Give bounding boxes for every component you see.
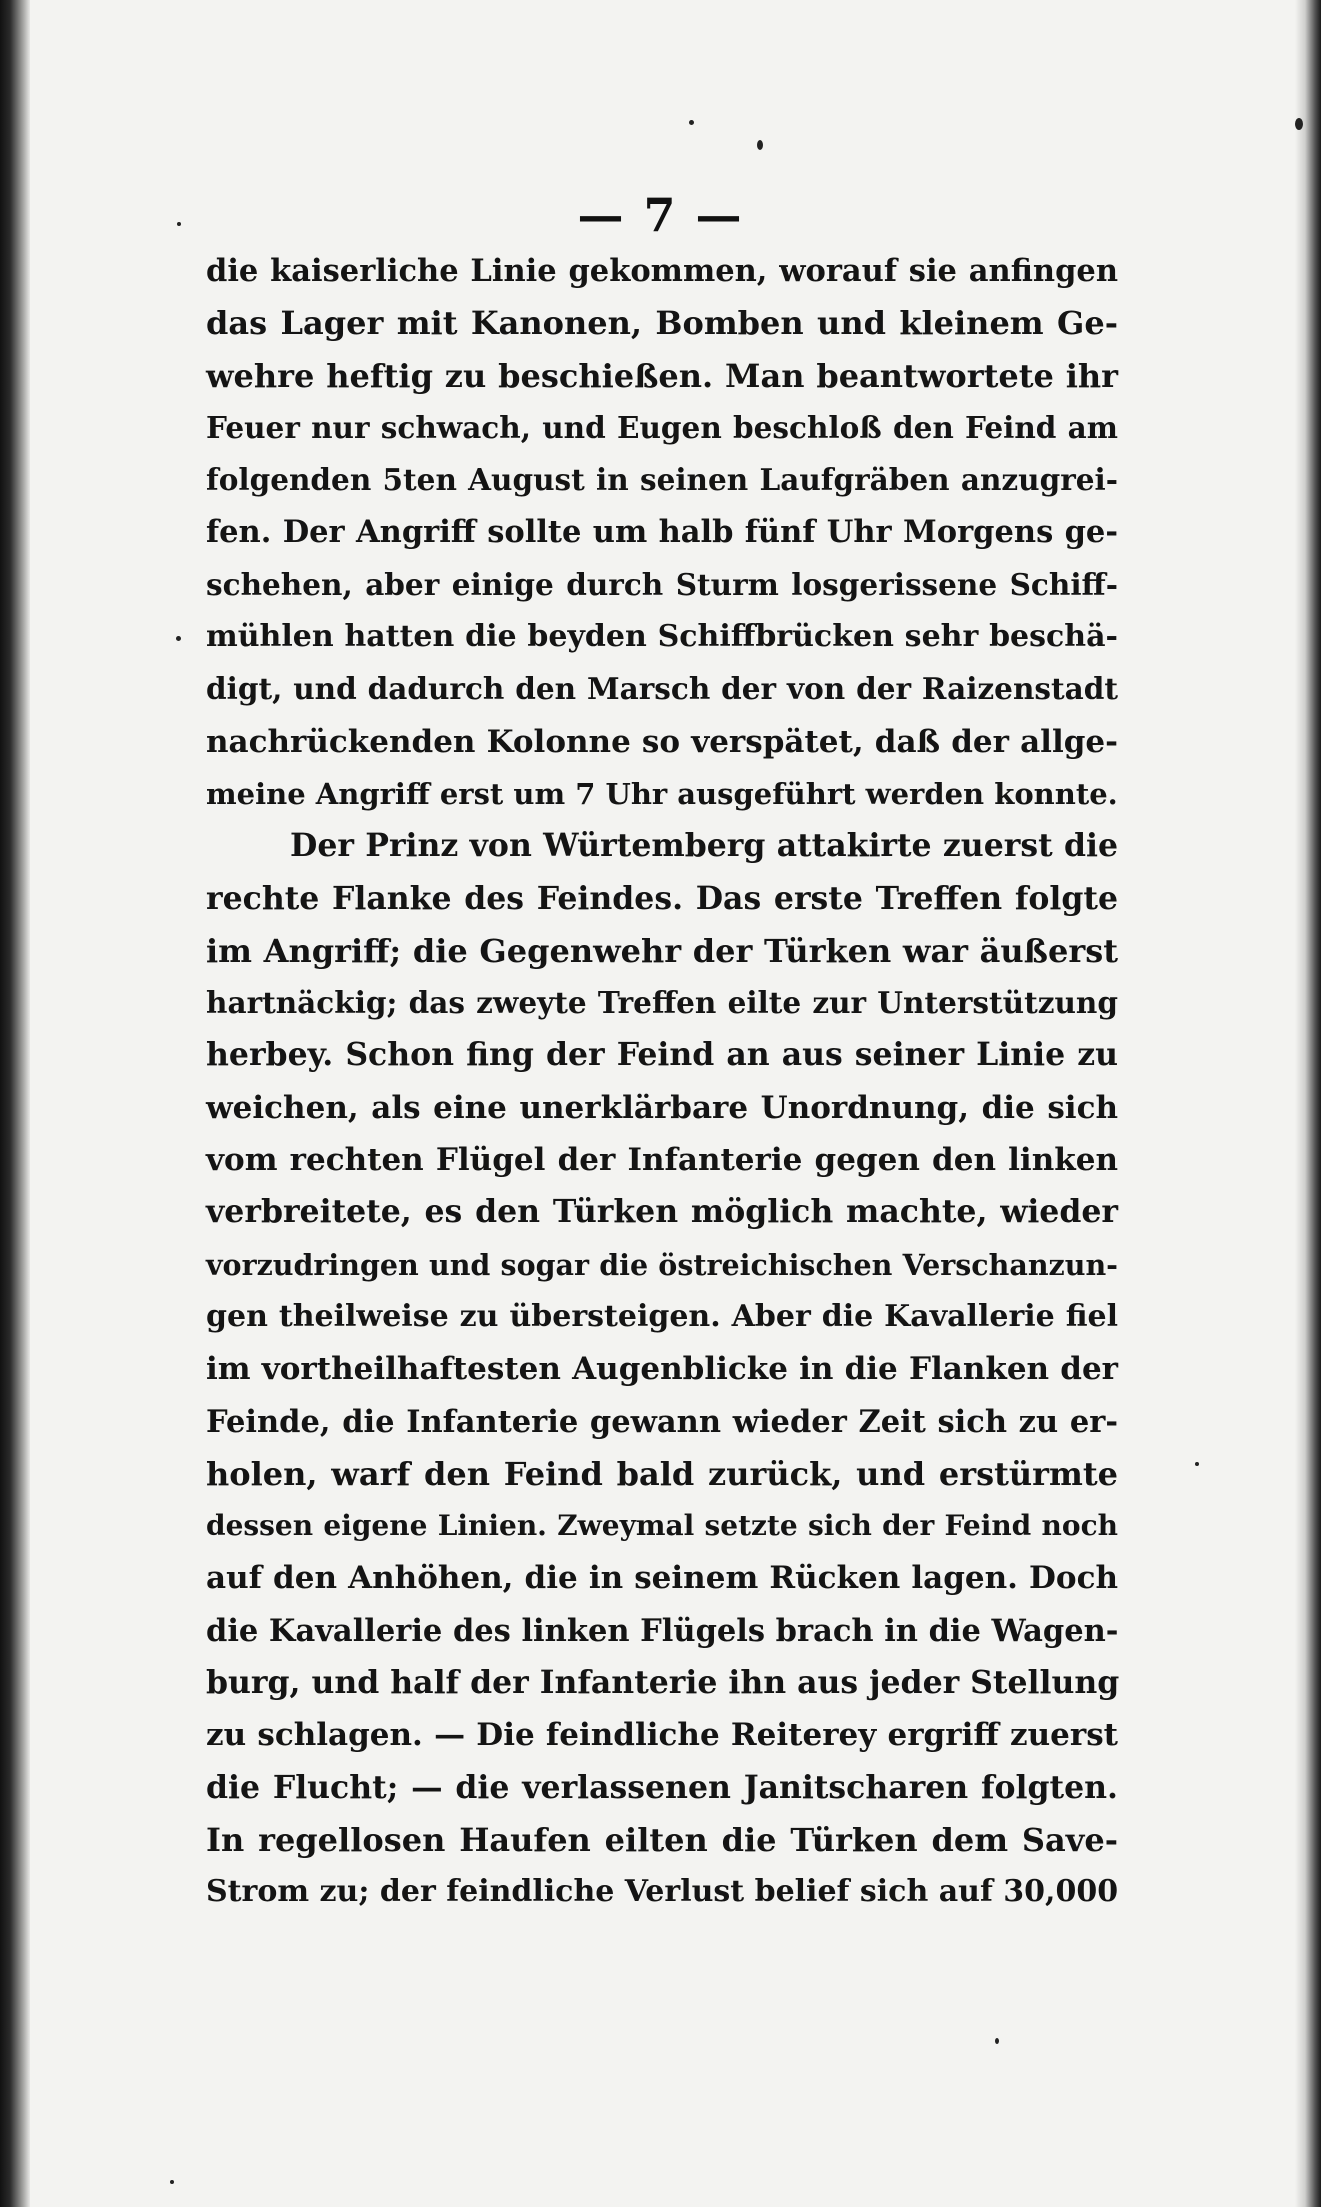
- page-edge-shadow: [1295, 0, 1321, 2207]
- text-line: fen. Der Angriff sollte um halb fünf Uhr Morgens ge-: [206, 514, 1118, 551]
- text-line: die Flucht; — die verlassenen Janitscharen folgten.: [206, 1768, 1118, 1806]
- text-line: wehre heftig zu beschießen. Man beantwortete ihr: [206, 356, 1118, 395]
- scan-speck: [689, 120, 694, 125]
- text-line: rechte Flanke des Feindes. Das erste Treffen folgte: [206, 879, 1118, 917]
- page-number-header: — 7 —: [577, 188, 744, 242]
- text-line: im vortheilhaftesten Augenblicke in die Flanken der: [206, 1351, 1118, 1388]
- text-line: burg, und half der Infanterie ihn aus jeder Stellung: [206, 1664, 1120, 1702]
- text-line: holen, warf den Feind bald zurück, und erstürmte: [206, 1454, 1118, 1493]
- text-line: digt, und dadurch den Marsch der von der Raizenstadt: [206, 671, 1118, 707]
- text-line: die kaiserliche Linie gekommen, worauf sie anfingen: [206, 253, 1118, 289]
- scan-speck: [177, 222, 181, 226]
- text-line: Der Prinz von Würtemberg attakirte zuerst die: [290, 827, 1118, 865]
- text-line: vom rechten Flügel der Infanterie gegen den linken: [206, 1142, 1118, 1179]
- text-line: mühlen hatten die beyden Schiffbrücken sehr beschä-: [206, 619, 1118, 655]
- text-line: auf den Anhöhen, die in seinem Rücken lagen. Doch: [206, 1560, 1118, 1597]
- text-line: dessen eigene Linien. Zweymal setzte sich der Feind noch: [206, 1509, 1118, 1543]
- text-line: Feuer nur schwach, und Eugen beschloß den Feind am: [206, 409, 1118, 445]
- text-line: weichen, als eine unerklärbare Unordnung, die sich: [206, 1089, 1118, 1126]
- text-line: nachrückenden Kolonne so verspätet, daß der allge-: [206, 723, 1118, 760]
- text-line: Feinde, die Infanterie gewann wieder Zeit sich zu er-: [206, 1403, 1118, 1440]
- text-line: hartnäckig; das zweyte Treffen eilte zur Unterstützung: [206, 985, 1118, 1021]
- text-line: zu schlagen. — Die feindliche Reiterey ergriff zuerst: [206, 1717, 1118, 1754]
- text-line: meine Angriff erst um 7 Uhr ausgeführt werden konnte.: [206, 776, 1118, 811]
- scan-speck: [757, 140, 763, 150]
- text-line: folgenden 5ten August in seinen Laufgräben anzugrei-: [206, 462, 1118, 498]
- scan-speck: [995, 2038, 999, 2044]
- text-line: In regellosen Haufen eilten die Türken dem Save-: [206, 1820, 1118, 1859]
- page-binding-shadow: [0, 0, 30, 2207]
- text-line: schehen, aber einige durch Sturm losgerissene Schiff-: [206, 566, 1118, 602]
- text-line: verbreitete, es den Türken möglich machte, wieder: [206, 1193, 1118, 1231]
- scan-speck: [1195, 1462, 1199, 1466]
- body-text: [206, 245, 1118, 1919]
- text-line: gen theilweise zu übersteigen. Aber die Kavallerie fiel: [206, 1298, 1118, 1334]
- text-line: die Kavallerie des linken Flügels brach in die Wagen-: [206, 1612, 1119, 1649]
- text-line: das Lager mit Kanonen, Bomben und kleinem Ge-: [206, 304, 1118, 343]
- scan-speck: [176, 636, 181, 641]
- text-line: vorzudringen und sogar die östreichischen Verschanzun-: [206, 1247, 1118, 1282]
- text-line: herbey. Schon fing der Feind an aus seiner Linie zu: [206, 1036, 1118, 1074]
- scan-speck: [1295, 118, 1303, 130]
- text-line: Strom zu; der feindliche Verlust belief sich auf 30,000: [206, 1874, 1119, 1910]
- scan-speck: [170, 2180, 174, 2184]
- text-line: im Angriff; die Gegenwehr der Türken war äußerst: [206, 931, 1118, 970]
